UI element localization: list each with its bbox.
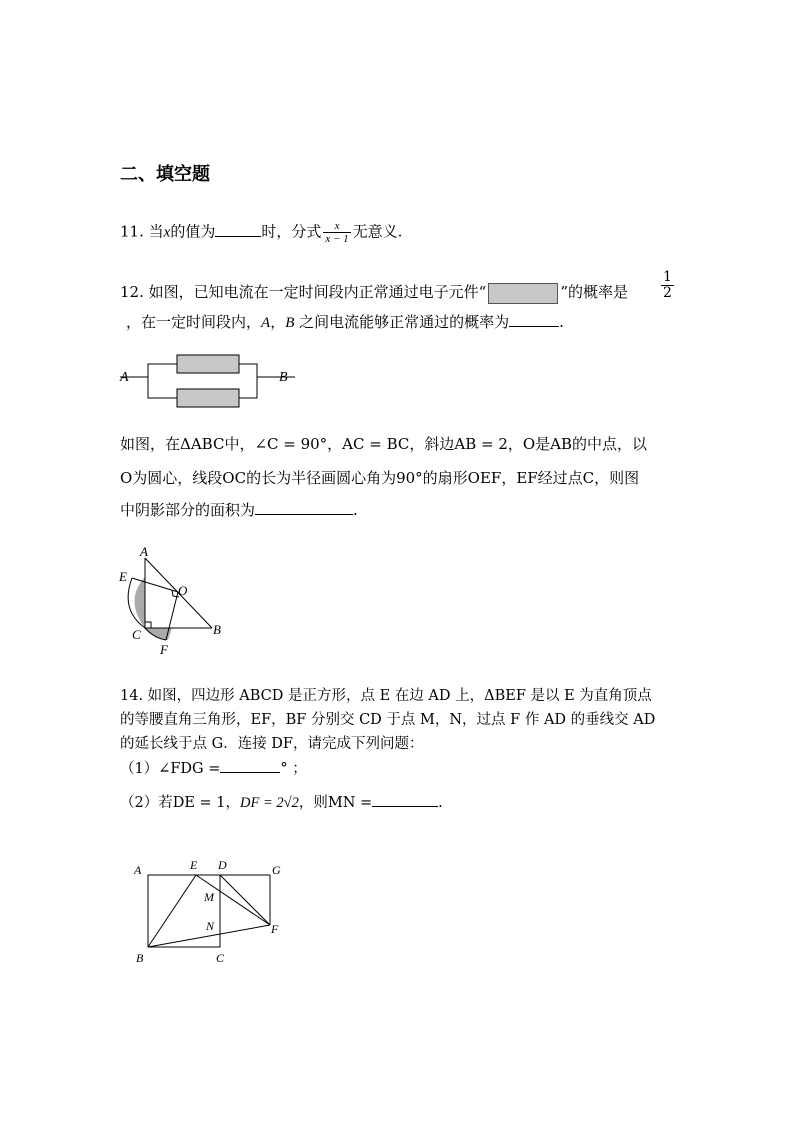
q13-text: 中阴影部分的面积为 xyxy=(120,501,256,519)
circuit-branch-bottom-right xyxy=(239,377,257,398)
circuit-branch-top-right xyxy=(239,364,257,377)
q11-text-1: 当 xyxy=(148,222,164,241)
circuit-label-a: A xyxy=(120,370,129,385)
electronic-component-icon xyxy=(488,283,558,304)
q12-circuit-diagram xyxy=(115,348,305,412)
q14-label-m: M xyxy=(204,890,214,904)
q14-label-n: N xyxy=(206,919,215,933)
question-14-line1: 14. 如图，四边形 ABCD 是正方形，点 E 在边 AD 上，ΔBEF 是以 E 为直角顶点 xyxy=(120,688,652,704)
question-12 xyxy=(120,282,628,304)
q14-label-a: A xyxy=(134,863,142,877)
question-14-line3: 的延长线于点 G．连接 DF，请完成下列问题： xyxy=(120,736,424,752)
q13-label-a: A xyxy=(140,544,148,559)
q13-label-c: C xyxy=(132,627,141,642)
q11-var-x: x xyxy=(163,224,171,241)
question-14-line2: 的等腰直角三角形，EF，BF 分别交 CD 于点 M，N，过点 F 作 AD 的垂线交 AD xyxy=(120,712,656,728)
q13-label-f: F xyxy=(160,642,168,657)
q14-sub2-end: . xyxy=(438,795,443,811)
question-12-line2 xyxy=(126,312,564,333)
section-title: 二、填空题 xyxy=(120,164,210,185)
q14-sub1-prefix: （1）∠FDG = xyxy=(120,761,221,777)
q14-label-b: B xyxy=(136,951,144,965)
circuit-branch-top xyxy=(148,364,177,377)
q14-label-c: C xyxy=(216,951,225,965)
q12-frac-numerator: 1 xyxy=(663,269,672,285)
q11-number: 11. xyxy=(120,222,144,241)
q14-sub2-mid2: ，则MN = xyxy=(298,795,373,811)
q11-text-2: 的值为 xyxy=(170,222,216,241)
q12-point-a: A xyxy=(261,315,271,331)
q14-sub2-prefix: （2）若DE = 1， xyxy=(120,795,241,811)
q14-sub2-answer-blank[interactable] xyxy=(372,792,438,807)
q11-text-4: 无意义. xyxy=(352,222,403,241)
q13-label-b: B xyxy=(213,622,221,637)
q13-end: . xyxy=(353,501,358,519)
question-13-line3 xyxy=(120,500,358,520)
q12-text-1: 如图，已知电流在一定时间段内正常通过电子元件“ xyxy=(148,283,487,301)
circuit-branch-bottom xyxy=(148,377,177,398)
q12-end: . xyxy=(559,313,564,331)
q12-text-4: 之间电流能够正常通过的概率为 xyxy=(299,313,510,331)
q14-sub2-df: DF = 2√2 xyxy=(240,795,299,811)
q12-sep: ， xyxy=(270,313,286,331)
question-14-sub1 xyxy=(120,758,307,779)
question-13-line1: 如图，在ΔABC中，∠C = 90°，AC = BC，斜边AB = 2，O是AB的中点，以 xyxy=(120,435,648,453)
q11-frac-denominator: x − 1 xyxy=(325,233,349,245)
q12-frac-denominator: 2 xyxy=(663,285,672,301)
q12-text-3: ，在一定时间段内， xyxy=(126,313,262,331)
q13-label-o: O xyxy=(178,583,188,598)
question-11 xyxy=(120,220,402,245)
q14-geometry-figure xyxy=(128,855,298,970)
q13-right-angle-c xyxy=(145,622,151,628)
q11-frac-numerator: x xyxy=(323,220,350,233)
q13-label-e: E xyxy=(119,569,127,584)
question-13-line2: O为圆心，线段OC的长为半径画圆心角为90°的扇形OEF，EF经过点C，则图 xyxy=(120,469,640,487)
q14-label-e: E xyxy=(190,858,198,872)
q12-number: 12. xyxy=(120,283,144,301)
q11-text-3: 时，分式 xyxy=(261,222,322,241)
component-bottom-icon xyxy=(177,389,239,407)
q14-sub1-suffix: ° ； xyxy=(280,761,307,777)
circuit-label-b: B xyxy=(279,370,288,385)
q12-answer-blank[interactable] xyxy=(509,312,559,327)
q13-segment-of xyxy=(166,592,178,640)
q13-geometry-figure xyxy=(112,540,242,660)
question-14-sub2 xyxy=(120,792,443,813)
q14-segment-be xyxy=(148,875,196,947)
q14-sub1-answer-blank[interactable] xyxy=(220,758,280,773)
q12-fraction xyxy=(661,270,674,301)
q12-point-b: B xyxy=(285,315,295,331)
q14-label-f: F xyxy=(271,922,279,936)
q11-answer-blank[interactable] xyxy=(215,222,261,237)
component-top-icon xyxy=(177,355,239,373)
q11-fraction xyxy=(323,220,350,245)
q13-answer-blank[interactable] xyxy=(255,500,353,515)
q14-label-g: G xyxy=(272,863,281,877)
q14-segment-df xyxy=(220,875,270,925)
q14-label-d: D xyxy=(218,858,227,872)
q12-text-2: ”的概率是 xyxy=(560,283,628,301)
